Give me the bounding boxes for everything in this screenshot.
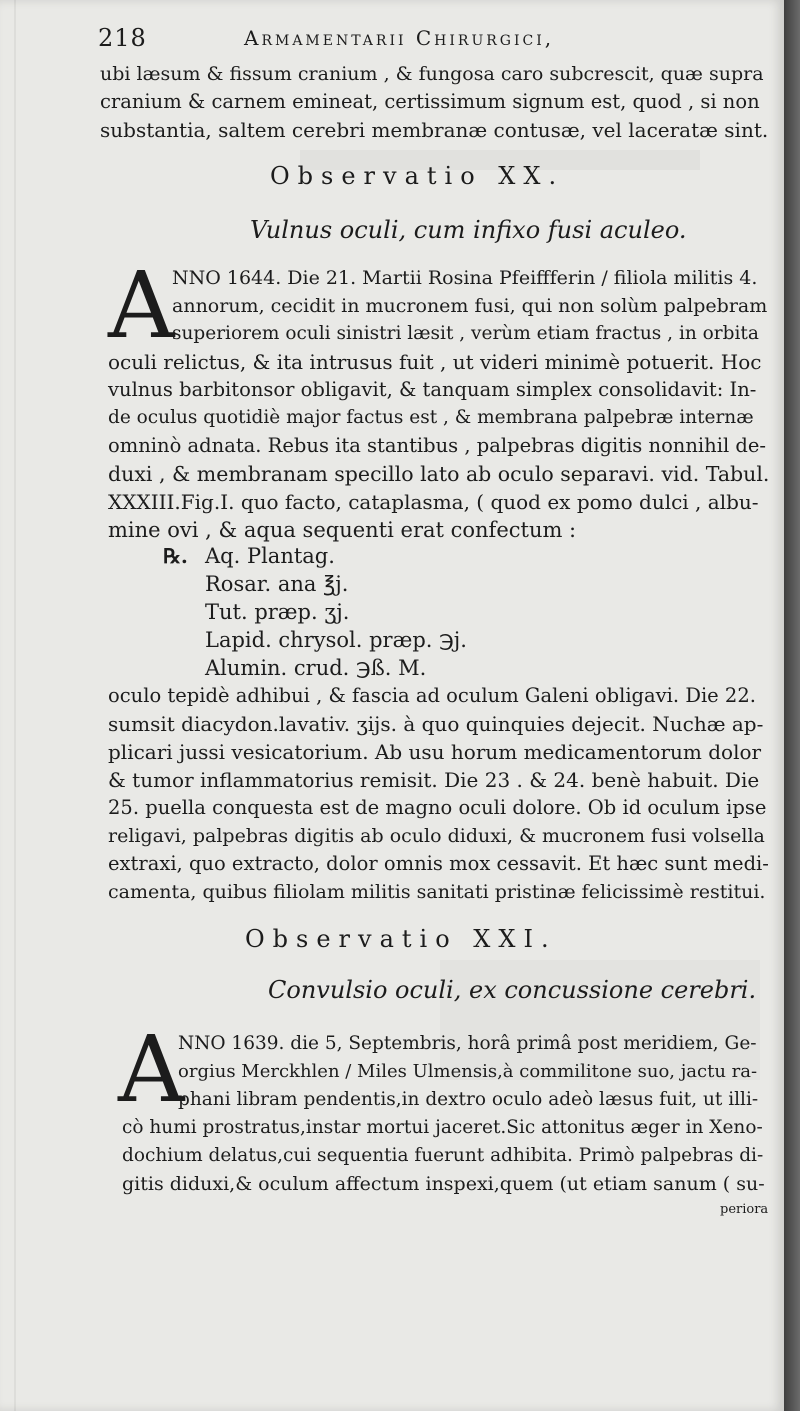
text-line: plicari jussi vesicatorium. Ab usu horum medicamentorum dolor bbox=[108, 740, 762, 764]
recipe-item: Alumin. crud. ℈ß. M. bbox=[205, 656, 427, 680]
recipe-item: Lapid. chrysol. præp. ℈j. bbox=[205, 628, 467, 652]
text-line: gitis diduxi,& oculum affectum inspexi,quem (ut etiam sanum ( su- bbox=[122, 1173, 765, 1195]
text-line: XXXIII.Fig.I. quo facto, cataplasma, ( quod ex pomo dulci , albu- bbox=[108, 490, 759, 514]
text-line: de oculus quotidiè major factus est , & membrana palpebræ internæ bbox=[108, 407, 754, 428]
text-line: mine ovi , & aqua sequenti erat confectum : bbox=[108, 518, 577, 542]
text-line: vulnus barbitonsor obligavit, & tanquam simplex consolidavit: In- bbox=[108, 378, 757, 401]
text-line: oculi relictus, & ita intrusus fuit , ut videri minimè potuerit. Hoc bbox=[108, 350, 762, 374]
observation-heading: Observatio XXI. bbox=[245, 925, 557, 953]
text-line: 25. puella conquesta est de magno oculi dolore. Ob id oculum ipse bbox=[108, 796, 767, 819]
running-head: Armamentarii Chirurgici, bbox=[244, 26, 555, 50]
recipe-item: Rosar. ana ℥j. bbox=[205, 572, 349, 596]
recipe-item: Tut. præp. ʒj. bbox=[205, 600, 350, 624]
text-line: cranium & carnem emineat, certissimum signum est, quod , si non bbox=[100, 90, 760, 113]
text-line: sumsit diacydon.lavativ. ʒijs. à quo quinquies dejecit. Nuchæ ap- bbox=[108, 712, 764, 736]
text-line: religavi, palpebras digitis ab oculo diduxi, & mucronem fusi volsella bbox=[108, 825, 765, 847]
text-line: ubi læsum & fissum cranium , & fungosa caro subcrescit, quæ supra bbox=[100, 63, 764, 85]
text-line: orgius Merckhlen / Miles Ulmensis,à commilitone suo, jactu ra- bbox=[178, 1061, 758, 1082]
text-line: duxi , & membranam specillo lato ab oculo separavi. vid. Tabul. bbox=[108, 462, 770, 486]
text-line: omninò adnata. Rebus ita stantibus , palpebras digitis nonnihil de- bbox=[108, 434, 767, 457]
catchword: periora bbox=[720, 1202, 769, 1217]
page-number: 218 bbox=[98, 24, 147, 52]
text-line: annorum, cecidit in mucronem fusi, qui non solùm palpebram bbox=[172, 295, 768, 317]
recipe-item: Aq. Plantag. bbox=[205, 544, 335, 568]
recipe-symbol: ℞. bbox=[163, 544, 188, 568]
observation-subtitle: Vulnus oculi, cum infixo fusi aculeo. bbox=[250, 216, 687, 244]
text-line: extraxi, quo extracto, dolor omnis mox cessavit. Et hæc sunt medi- bbox=[108, 852, 769, 875]
observation-heading: Observatio XX. bbox=[270, 162, 565, 190]
text-line: superiorem oculi sinistri læsit , verùm etiam fractus , in orbita bbox=[172, 323, 759, 344]
page-header bbox=[98, 24, 758, 58]
text-line: dochium delatus,cui sequentia fuerunt adhibita. Primò palpebras di- bbox=[122, 1145, 764, 1166]
text-line: oculo tepidè adhibui , & fascia ad oculum Galeni obligavi. Die 22. bbox=[108, 684, 756, 707]
text-line: NNO 1644. Die 21. Martii Rosina Pfeiffferin / filiola militis 4. bbox=[172, 267, 758, 289]
text-line: phani libram pendentis,in dextro oculo adeò læsus fuit, ut illi- bbox=[178, 1089, 759, 1110]
page-edge bbox=[784, 0, 800, 1411]
text-line: cò humi prostratus,instar mortui jaceret.Sic attonitus æger in Xeno- bbox=[122, 1117, 763, 1138]
drop-cap: A bbox=[118, 1016, 185, 1123]
text-line: substantia, saltem cerebri membranæ contusæ, vel laceratæ sint. bbox=[100, 118, 769, 142]
text-line: camenta, quibus filiolam militis sanitati pristinæ felicissimè restitui. bbox=[108, 881, 766, 903]
observation-subtitle: Convulsio oculi, ex concussione cerebri. bbox=[268, 976, 757, 1004]
text-line: NNO 1639. die 5, Septembris, horâ primâ post meridiem, Ge- bbox=[178, 1033, 757, 1054]
gutter-shadow bbox=[14, 0, 16, 1411]
text-line: & tumor inflammatorius remisit. Die 23 . & 24. benè habuit. Die bbox=[108, 768, 760, 792]
drop-cap: A bbox=[108, 252, 175, 359]
